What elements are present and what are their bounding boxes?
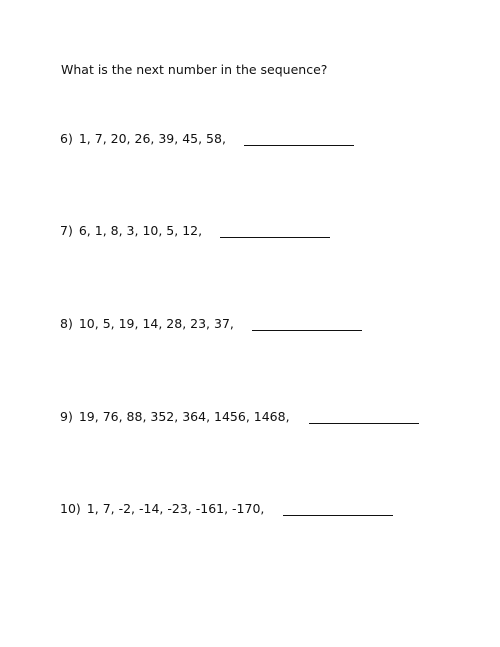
problem-sequence: 1, 7, 20, 26, 39, 45, 58,	[78, 131, 226, 146]
problem-sequence: 19, 76, 88, 352, 364, 1456, 1468,	[78, 409, 290, 424]
problem-number: 7)	[60, 223, 73, 238]
answer-blank[interactable]	[244, 144, 354, 146]
answer-blank[interactable]	[220, 236, 330, 238]
answer-blank[interactable]	[309, 422, 419, 424]
problem-sequence: 1, 7, -2, -14, -23, -161, -170,	[86, 501, 265, 516]
problem-number: 8)	[60, 316, 73, 331]
problem-number: 6)	[60, 131, 73, 146]
answer-blank[interactable]	[283, 514, 393, 516]
answer-blank[interactable]	[252, 329, 362, 331]
problem-6	[60, 131, 354, 147]
problem-number: 10)	[60, 501, 81, 516]
problem-sequence: 10, 5, 19, 14, 28, 23, 37,	[78, 316, 234, 331]
problem-number: 9)	[60, 409, 73, 424]
problem-9	[60, 409, 419, 425]
problem-7	[60, 223, 330, 239]
problem-10	[60, 501, 393, 517]
problem-8	[60, 316, 362, 332]
problem-sequence: 6, 1, 8, 3, 10, 5, 12,	[78, 223, 203, 238]
instruction-text: What is the next number in the sequence?	[61, 62, 328, 77]
